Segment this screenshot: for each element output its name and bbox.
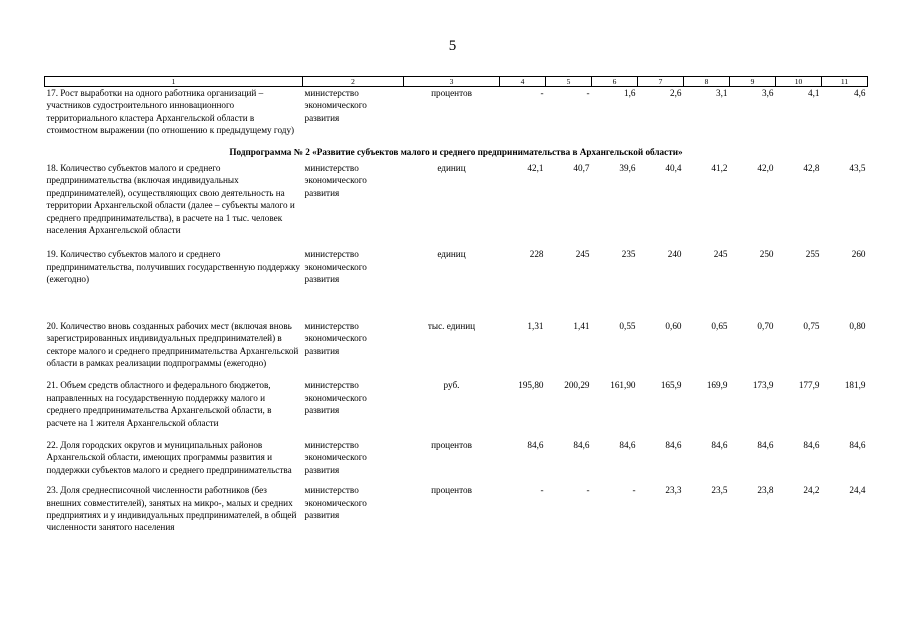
column-number: 2	[303, 77, 404, 87]
indicator-value: 0,70	[757, 320, 774, 331]
indicator-value: 41,2	[711, 163, 728, 174]
indicator-value: 1,31	[527, 320, 544, 331]
indicator-value: 84,6	[665, 439, 682, 450]
indicator-value: -	[586, 485, 590, 496]
indicator-name: 17. Рост выработки на одного работника организаций – участников судостроительного инновационного территориального кластера Архангельской области в стоимостном выражении (по отношению к предыдущему году)	[46, 88, 295, 136]
unit-of-measure: руб.	[443, 380, 460, 391]
indicator-value: 165,9	[660, 380, 682, 391]
column-number: 6	[592, 77, 638, 87]
indicator-value: 23,8	[757, 485, 774, 496]
unit-of-measure: процентов	[431, 485, 472, 496]
indicators-table	[44, 76, 868, 534]
table-row	[45, 248, 868, 319]
page-number: 5	[448, 38, 457, 54]
indicator-value: 23,5	[711, 485, 728, 496]
column-number: 1	[45, 77, 303, 87]
indicator-value: -	[540, 88, 544, 98]
indicator-value: 3,1	[716, 88, 728, 98]
indicator-value: 84,6	[757, 439, 774, 450]
responsible-executor: министерство экономического развития	[304, 320, 367, 356]
indicator-value: 2,6	[670, 88, 682, 98]
column-number: 7	[638, 77, 684, 87]
subprogram-row	[45, 143, 868, 162]
indicator-value: 250	[759, 249, 774, 260]
indicator-value: 24,4	[849, 485, 866, 496]
indicator-value: 84,6	[527, 439, 544, 450]
column-number: 8	[684, 77, 730, 87]
indicator-value: 255	[805, 249, 820, 260]
indicator-value: 0,60	[665, 320, 682, 331]
indicator-value: 4,6	[854, 88, 866, 98]
indicator-value: -	[540, 485, 544, 496]
table-body-before	[45, 87, 868, 143]
indicator-value: 200,29	[564, 380, 590, 391]
indicator-value: 40,7	[573, 163, 590, 174]
indicator-value: 84,6	[711, 439, 728, 450]
indicator-name: 20. Количество вновь созданных рабочих мест (включая вновь зарегистрированных индивидуальных предпринимателей) в секторе малого и среднего предпринимательства Архангельской области в рамках реализации подпрограммы (ежегодно)	[46, 320, 299, 368]
indicator-name: 21. Объем средств областного и федерального бюджетов, направленных на государственную поддержку малого и среднего предпринимательства Архангельской области, в расчете на 1 жителя Архангельской области	[46, 380, 272, 428]
indicator-value: 177,9	[798, 380, 820, 391]
indicator-value: 84,6	[573, 439, 590, 450]
indicator-value: -	[586, 88, 590, 98]
responsible-executor: министерство экономического развития	[304, 249, 367, 285]
indicator-value: 245	[575, 249, 590, 260]
subprogram-section	[45, 143, 868, 162]
indicator-value: 4,1	[808, 88, 820, 98]
indicator-value: 3,6	[762, 88, 774, 98]
indicator-value: 0,75	[803, 320, 820, 331]
table-row	[45, 439, 868, 484]
table-row	[45, 379, 868, 439]
subprogram-title: Подпрограмма № 2 «Развитие субъектов малого и среднего предпринимательства в Архангельской области»	[229, 146, 683, 157]
unit-of-measure: единиц	[437, 163, 466, 174]
indicator-value: 173,9	[752, 380, 774, 391]
table-row	[45, 87, 868, 143]
indicator-value: 260	[851, 249, 866, 260]
indicator-value: 0,55	[619, 320, 636, 331]
indicator-value: 24,2	[803, 485, 820, 496]
indicator-value: 42,1	[527, 163, 544, 174]
indicator-value: 39,6	[619, 163, 636, 174]
indicator-value: 195,80	[518, 380, 544, 391]
indicator-value: 0,65	[711, 320, 728, 331]
unit-of-measure: процентов	[431, 439, 472, 450]
column-number: 10	[776, 77, 822, 87]
column-number: 9	[730, 77, 776, 87]
indicator-value: 42,0	[757, 163, 774, 174]
indicator-value: 181,9	[844, 380, 866, 391]
responsible-executor: министерство экономического развития	[304, 163, 367, 198]
responsible-executor: министерство экономического развития	[304, 439, 367, 475]
indicator-value: 0,80	[849, 320, 866, 331]
responsible-executor: министерство экономического развития	[304, 485, 367, 520]
indicator-value: 240	[667, 249, 682, 260]
table-row	[45, 320, 868, 380]
indicator-value: 84,6	[849, 439, 866, 450]
indicator-value: 84,6	[803, 439, 820, 450]
indicator-value: -	[632, 485, 636, 496]
indicator-value: 235	[621, 249, 636, 260]
unit-of-measure: единиц	[437, 249, 466, 260]
table-body-after	[45, 162, 868, 534]
column-number-row	[45, 77, 868, 87]
unit-of-measure: процентов	[431, 88, 472, 98]
indicator-value: 40,4	[665, 163, 682, 174]
indicator-value: 1,6	[624, 88, 636, 98]
indicator-name: 22. Доля городских округов и муниципальных районов Архангельской области, имеющих программы развития и поддержки субъектов малого и среднего предпринимательства	[46, 439, 292, 475]
indicator-value: 23,3	[665, 485, 682, 496]
indicator-value: 1,41	[573, 320, 590, 331]
unit-of-measure: тыс. единиц	[427, 320, 476, 331]
indicator-value: 169,9	[706, 380, 728, 391]
indicator-value: 161,90	[610, 380, 636, 391]
column-number: 4	[500, 77, 546, 87]
indicator-name: 19. Количество субъектов малого и среднего предпринимательства, получивших государственную поддержку (ежегодно)	[46, 249, 300, 285]
indicator-value: 84,6	[619, 439, 636, 450]
indicator-value: 43,5	[849, 163, 866, 174]
indicator-value: 245	[713, 249, 728, 260]
column-number: 5	[546, 77, 592, 87]
responsible-executor: министерство экономического развития	[304, 88, 367, 123]
column-number: 3	[404, 77, 500, 87]
table-row	[45, 162, 868, 248]
indicator-name: 18. Количество субъектов малого и среднего предпринимательства (включая индивидуальных предпринимателей), осуществляющих свою деятельность на территории Архангельской области (далее – субъекты малого и среднего предпринимательства), в расчете на 1 тыс. человек населения Архангельской области	[46, 163, 295, 236]
column-number: 11	[822, 77, 868, 87]
responsible-executor: министерство экономического развития	[304, 380, 367, 416]
table-row	[45, 484, 868, 534]
indicator-name: 23. Доля среднесписочной численности работников (без внешних совместителей), занятых на микро-, малых и средних предприятиях и у индивидуальных предпринимателей, в общей численности занятого населения	[46, 485, 297, 533]
indicator-value: 42,8	[803, 163, 820, 174]
indicator-value: 228	[529, 249, 544, 260]
